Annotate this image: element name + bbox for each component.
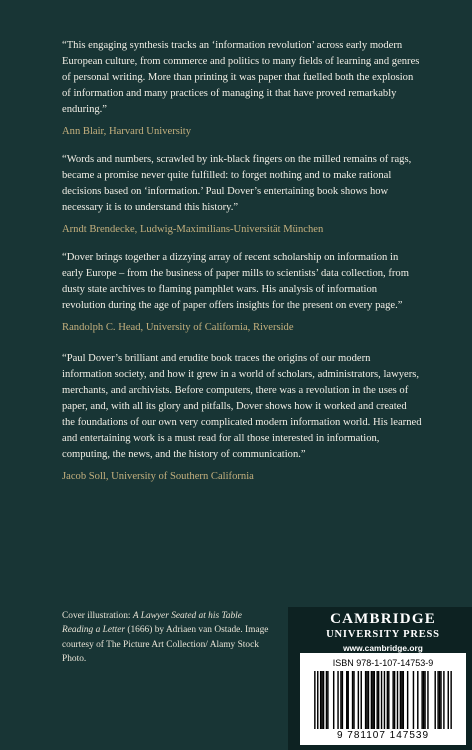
review-quote: “Dover brings together a dizzying array of recent scholarship on information in early Europe – from the business of paper mills to scientists’ data collection, from dusty state archives to flaming pamphlet wars. His analysis of information revolution during the age of paper offers insights for the present on every page.” xyxy=(62,252,409,311)
barcode-bar xyxy=(443,671,444,729)
barcode-bar xyxy=(368,671,369,729)
review-attribution: Randolph C. Head, University of California, Riverside xyxy=(62,322,294,333)
barcode-bar xyxy=(384,671,385,729)
barcode-bar xyxy=(347,671,348,729)
isbn-label: ISBN 978-1-107-14753-9 xyxy=(332,658,434,668)
review-attribution: Arndt Brendecke, Ludwig-Maximilians-Universität München xyxy=(62,224,324,235)
review-attribution: Jacob Soll, University of Southern California xyxy=(62,471,254,482)
review-block xyxy=(62,250,422,336)
barcode-bar xyxy=(317,671,318,729)
publisher-url: www.cambridge.org xyxy=(343,643,423,653)
barcode-bar xyxy=(327,671,328,729)
barcode-bar xyxy=(323,671,324,729)
barcode-bar xyxy=(417,671,418,729)
barcode-bar xyxy=(400,671,401,729)
barcode-bar xyxy=(365,671,366,729)
barcode-bar xyxy=(394,671,395,729)
barcode-bar xyxy=(321,671,322,729)
publisher-name-line1: CAMBRIDGE xyxy=(330,611,436,627)
review-attribution: Ann Blair, Harvard University xyxy=(62,126,192,137)
barcode-bar xyxy=(371,671,372,729)
barcode-bar xyxy=(437,671,438,729)
review-quote: “This engaging synthesis tracks an ‘information revolution’ across early modern European culture, from commerce and politics to many fields of learning and genres of personal writing. More than printing it was paper that fuelled both the explosion of information and many practices of managing it that have proved remarkably enduring.” xyxy=(62,40,420,115)
barcode-bar xyxy=(333,671,334,729)
review-block xyxy=(62,38,422,140)
barcode-bar xyxy=(388,671,389,729)
barcode-bar xyxy=(337,671,338,729)
barcode-bar xyxy=(403,671,404,729)
barcode-bar xyxy=(340,671,341,729)
barcode-bar xyxy=(320,671,321,729)
publisher-name-line2: UNIVERSITY PRESS xyxy=(326,629,440,640)
barcode-bar xyxy=(434,671,435,729)
credit-suffix: (1666) by Adriaen van Ostade. Image courtesy of The Picture Art Collection/ Alamy Stock Photo. xyxy=(62,625,269,665)
barcode-bar xyxy=(423,671,424,729)
barcode-bar xyxy=(381,671,382,729)
barcode-bar xyxy=(353,671,354,729)
barcode-panel xyxy=(300,653,466,745)
barcode-bar xyxy=(440,671,441,729)
barcode-bar xyxy=(361,671,362,729)
barcode-bar xyxy=(346,671,347,729)
barcode-bar xyxy=(392,671,393,729)
barcode-bar xyxy=(358,671,359,729)
credit-prefix: Cover illustration: xyxy=(62,611,133,621)
barcode xyxy=(306,671,460,731)
barcode-bar xyxy=(342,671,343,729)
barcode-bar xyxy=(366,671,367,729)
barcode-bar xyxy=(450,671,451,729)
review-quote: “Paul Dover’s brilliant and erudite book traces the origins of our modern information society, and how it grew in a world of scholars, administrators, lawyers, merchants, and archivists. Before computers, there was a revolution in the uses of paper, and, with all its glory and pitfalls, Dover shows how it worked and created the foundations of our own very complicated modern information world. His learned and entertaining work is a must read for all those interested in information, computing, the news, and the history of communication.” xyxy=(62,353,422,460)
artwork-title: A Lawyer Seated at his Table Reading a Letter xyxy=(62,611,242,636)
barcode-digits: 9 781107 147539 xyxy=(336,730,430,741)
barcode-bar xyxy=(352,671,353,729)
barcode-bar xyxy=(374,671,375,729)
barcode-bar xyxy=(326,671,327,729)
review-block xyxy=(62,351,422,485)
barcode-bar xyxy=(372,671,373,729)
barcode-bar xyxy=(424,671,425,729)
barcode-bar xyxy=(421,671,422,729)
barcode-bar xyxy=(314,671,315,729)
barcode-bar xyxy=(387,671,388,729)
barcode-bar xyxy=(401,671,402,729)
barcode-bar xyxy=(439,671,440,729)
barcode-bar xyxy=(448,671,449,729)
barcode-bar xyxy=(407,671,408,729)
barcode-bar xyxy=(427,671,428,729)
barcode-bar xyxy=(397,671,398,729)
review-quote: “Words and numbers, scrawled by ink-black fingers on the milled remains of rags, became a promise never quite fulfilled: to forget nothing and to make rational decisions based on ‘information.’ Paul Dover’s entertaining book shows how necessary it is to understand this history.” xyxy=(62,154,412,213)
cover-illustration-credit xyxy=(62,609,272,667)
barcode-bar xyxy=(413,671,414,729)
barcode-bar xyxy=(378,671,379,729)
barcode-bar xyxy=(376,671,377,729)
review-block xyxy=(62,152,422,238)
publisher-logo xyxy=(300,611,466,641)
